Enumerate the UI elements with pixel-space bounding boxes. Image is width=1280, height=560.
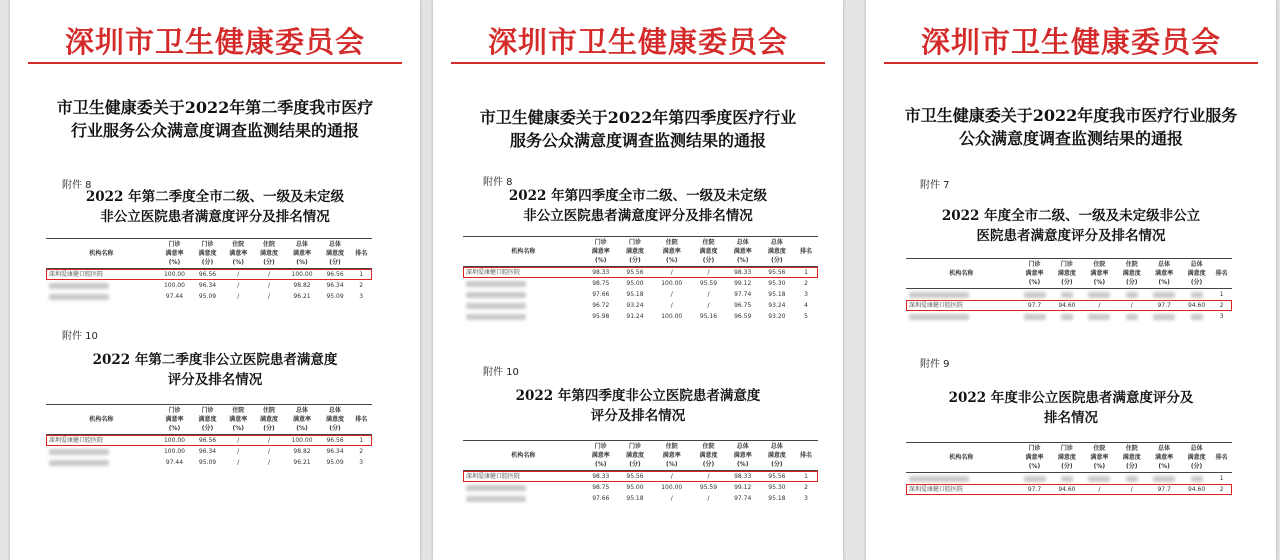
score-cell: / — [707, 302, 710, 309]
table-row — [46, 435, 372, 447]
col-header-metric: 住院 满意率 (%) — [229, 241, 248, 266]
attachment-label: 附件 9 — [920, 359, 950, 370]
col-header-rank: 排名 — [1215, 270, 1228, 277]
score-cell: 97.7 — [1027, 302, 1042, 309]
section-title: 2022 年第二季度非公立医院患者满意度 评分及排名情况 — [92, 352, 338, 388]
notice-title: 市卫生健康委关于2022年第二季度我市医疗 行业服务公众满意度调查监测结果的通报 — [56, 98, 374, 140]
col-header-metric: 住院 满意率 (%) — [229, 407, 248, 432]
rank-cell: 2 — [804, 484, 808, 491]
score-cell — [1017, 311, 1052, 322]
redacted-text — [1061, 476, 1073, 482]
ranking-table — [463, 236, 818, 322]
score-cell: 95.00 — [626, 484, 644, 491]
score-cell — [1052, 473, 1081, 485]
score-cell — [1182, 473, 1211, 485]
score-cell — [1052, 289, 1081, 301]
col-header-metric: 住院 满意度 (分) — [259, 241, 278, 266]
score-cell: 95.18 — [768, 495, 786, 502]
col-header-metric: 总体 满意率 (%) — [293, 241, 312, 266]
rank-cell: 1 — [1219, 291, 1224, 298]
redacted-text — [466, 485, 526, 491]
score-cell: 95.56 — [768, 473, 786, 480]
col-header-metric: 总体 满意度 (分) — [326, 241, 345, 266]
col-header-metric: 住院 满意度 (分) — [699, 443, 718, 468]
letterhead-title: 深圳市卫生健康委员会 — [64, 25, 365, 59]
score-cell: / — [267, 293, 270, 300]
score-cell: 95.16 — [699, 313, 718, 320]
score-cell: 100.00 — [291, 437, 313, 444]
notice-title: 市卫生健康委关于2022年第四季度医疗行业 服务公众满意度调查监测结果的通报 — [479, 108, 797, 150]
report-page-q2 — [10, 0, 420, 560]
score-cell — [1182, 311, 1211, 322]
table-row — [906, 484, 1232, 495]
score-cell: / — [237, 271, 240, 278]
score-cell: 98.33 — [592, 473, 610, 480]
score-cell: 95.09 — [198, 459, 217, 466]
score-cell: 100.00 — [661, 484, 683, 491]
score-cell: / — [670, 473, 673, 480]
org-name-cell — [46, 446, 157, 457]
col-header-metric: 住院 满意度 (分) — [699, 239, 718, 264]
score-cell: 95.09 — [326, 293, 344, 300]
score-cell: 96.34 — [198, 282, 217, 289]
score-cell — [1146, 289, 1181, 301]
score-cell: 95.59 — [699, 280, 718, 287]
col-header-metric: 门诊 满意度 (分) — [625, 239, 644, 264]
org-name-cell — [463, 289, 584, 300]
score-cell: 96.21 — [293, 459, 311, 466]
score-cell — [1146, 311, 1181, 322]
col-header-metric: 总体 满意率 (%) — [733, 443, 752, 468]
score-cell: / — [670, 495, 673, 502]
score-cell: 96.34 — [326, 282, 344, 289]
score-cell: 100.00 — [661, 280, 683, 287]
score-cell: 96.56 — [198, 437, 217, 444]
score-cell: / — [237, 437, 240, 444]
score-cell: 100.00 — [163, 282, 185, 289]
score-cell: 100.00 — [291, 271, 313, 278]
redacted-text — [466, 314, 526, 320]
letterhead-rule — [451, 62, 825, 64]
org-name-cell — [906, 311, 1017, 322]
section-title: 2022 年第四季度非公立医院患者满意度 评分及排名情况 — [515, 388, 761, 424]
col-header-metric: 总体 满意率 (%) — [293, 407, 312, 432]
score-cell: / — [670, 291, 673, 298]
score-cell: 95.00 — [626, 280, 644, 287]
org-name-cell: 深圳爱康健口腔医院 — [909, 302, 964, 309]
score-cell: / — [267, 448, 270, 455]
letterhead-rule — [884, 62, 1258, 64]
redacted-text — [1191, 314, 1203, 320]
table-row — [463, 482, 818, 493]
score-cell — [1017, 473, 1052, 485]
score-cell: / — [707, 495, 710, 502]
col-header-org: 机构名称 — [949, 454, 974, 461]
col-header-rank: 排名 — [355, 416, 368, 423]
table-row — [463, 289, 818, 300]
score-cell: / — [267, 459, 270, 466]
letterhead-title: 深圳市卫生健康委员会 — [920, 25, 1221, 59]
redacted-text — [1126, 314, 1138, 320]
score-cell: 95.59 — [699, 484, 718, 491]
score-cell: / — [267, 437, 270, 444]
score-cell: / — [1130, 302, 1133, 309]
rank-cell: 3 — [1219, 313, 1224, 320]
score-cell: 95.30 — [768, 280, 786, 287]
redacted-text — [909, 314, 969, 320]
col-header-metric: 门诊 满意率 (%) — [1025, 445, 1044, 470]
col-header-metric: 门诊 满意率 (%) — [165, 241, 184, 266]
redacted-text — [1088, 292, 1110, 298]
score-cell: 95.56 — [626, 269, 644, 276]
score-cell — [1117, 311, 1146, 322]
letterhead-title: 深圳市卫生健康委员会 — [487, 25, 788, 59]
score-cell: 96.34 — [198, 448, 217, 455]
col-header-metric: 门诊 满意率 (%) — [591, 443, 610, 468]
col-header-rank: 排名 — [799, 248, 812, 255]
score-cell: 98.75 — [592, 280, 610, 287]
redacted-text — [49, 449, 109, 455]
score-cell: 96.72 — [592, 302, 610, 309]
score-cell: 91.24 — [626, 313, 644, 320]
rank-cell: 1 — [804, 269, 808, 276]
col-header-metric: 门诊 满意率 (%) — [591, 239, 610, 264]
score-cell: 98.33 — [592, 269, 610, 276]
org-name-cell — [463, 482, 584, 493]
table-row — [463, 300, 818, 311]
rank-cell: 3 — [804, 291, 808, 298]
col-header-org: 机构名称 — [949, 270, 974, 277]
attachment-label: 附件 10 — [62, 331, 98, 342]
score-cell: / — [1130, 486, 1133, 493]
attachment-label: 附件 7 — [920, 180, 950, 191]
ranking-table — [906, 258, 1232, 322]
redacted-text — [49, 294, 109, 300]
col-header-metric: 总体 满意度 (分) — [767, 239, 786, 264]
rank-cell: 3 — [359, 459, 364, 466]
redacted-text — [1126, 476, 1138, 482]
score-cell: 96.56 — [198, 271, 217, 278]
rank-cell: 5 — [804, 313, 808, 320]
col-header-metric: 住院 满意度 (分) — [1122, 445, 1141, 470]
score-cell: 97.7 — [1157, 302, 1171, 309]
ranking-table — [906, 442, 1232, 495]
report-page-q4 — [433, 0, 843, 560]
score-cell: 95.18 — [626, 495, 644, 502]
score-cell: / — [1098, 302, 1101, 309]
org-name-cell — [463, 300, 584, 311]
table-row — [906, 473, 1232, 485]
attachment-label: 附件 8 — [483, 177, 513, 188]
score-cell: 93.20 — [768, 313, 786, 320]
redacted-text — [1024, 292, 1046, 298]
score-cell: / — [1098, 486, 1101, 493]
table-row — [463, 267, 818, 279]
col-header-metric: 住院 满意率 (%) — [662, 239, 681, 264]
score-cell: 95.18 — [626, 291, 644, 298]
rank-cell: 3 — [804, 495, 808, 502]
col-header-org: 机构名称 — [89, 416, 114, 423]
score-cell: / — [237, 293, 240, 300]
score-cell: 98.33 — [734, 473, 752, 480]
score-cell: 93.24 — [626, 302, 644, 309]
score-cell: 94.60 — [1187, 302, 1206, 309]
table-row — [906, 289, 1232, 301]
table-row — [463, 471, 818, 483]
score-cell: 95.09 — [198, 293, 217, 300]
score-cell: 99.12 — [734, 484, 752, 491]
redacted-text — [466, 281, 526, 287]
col-header-org: 机构名称 — [89, 250, 114, 257]
score-cell: 94.60 — [1058, 302, 1076, 309]
score-cell: / — [237, 282, 240, 289]
table-row — [46, 457, 372, 468]
org-name-cell — [906, 289, 1017, 301]
score-cell: 95.98 — [592, 313, 610, 320]
score-cell: / — [670, 269, 673, 276]
score-cell: 98.82 — [293, 448, 311, 455]
score-cell: 94.60 — [1187, 486, 1206, 493]
org-name-cell — [463, 493, 584, 504]
org-name-cell — [46, 280, 157, 291]
score-cell — [1117, 289, 1146, 301]
score-cell — [1017, 289, 1052, 301]
table-row — [46, 446, 372, 457]
org-name-cell: 深圳爱康健口腔医院 — [49, 437, 104, 444]
score-cell: 94.60 — [1058, 486, 1076, 493]
org-name-cell: 深圳爱康健口腔医院 — [909, 486, 964, 493]
score-cell — [1182, 289, 1211, 301]
rank-cell: 2 — [359, 448, 364, 455]
score-cell: 100.00 — [661, 313, 683, 320]
score-cell: / — [707, 291, 710, 298]
score-cell: 97.74 — [734, 495, 752, 502]
redacted-text — [1191, 292, 1203, 298]
score-cell: 98.82 — [293, 282, 311, 289]
col-header-org: 机构名称 — [511, 452, 536, 459]
org-name-cell — [463, 278, 584, 289]
score-cell: 100.00 — [163, 437, 185, 444]
redacted-text — [909, 476, 969, 482]
score-cell: 95.30 — [768, 484, 786, 491]
score-cell: 95.56 — [768, 269, 786, 276]
score-cell — [1117, 473, 1146, 485]
score-cell: 95.56 — [626, 473, 644, 480]
section-title: 2022 年度非公立医院患者满意度评分及 排名情况 — [948, 390, 1194, 426]
score-cell: 96.56 — [326, 271, 344, 278]
redacted-text — [49, 283, 109, 289]
score-cell: 93.24 — [768, 302, 786, 309]
redacted-text — [1061, 314, 1073, 320]
redacted-text — [1061, 292, 1073, 298]
col-header-metric: 总体 满意率 (%) — [733, 239, 752, 264]
attachment-label: 附件 8 — [62, 180, 92, 191]
redacted-text — [1153, 476, 1175, 482]
rank-cell: 2 — [1219, 486, 1224, 493]
redacted-text — [466, 303, 526, 309]
redacted-text — [1191, 476, 1203, 482]
score-cell: 98.75 — [592, 484, 610, 491]
score-cell: 96.59 — [734, 313, 752, 320]
rank-cell: 2 — [804, 280, 808, 287]
score-cell: / — [237, 448, 240, 455]
rank-cell: 3 — [359, 293, 364, 300]
col-header-metric: 总体 满意度 (分) — [326, 407, 345, 432]
rank-cell: 1 — [1219, 475, 1224, 482]
col-header-metric: 住院 满意率 (%) — [1090, 261, 1109, 286]
col-header-metric: 住院 满意度 (分) — [259, 407, 278, 432]
redacted-text — [1153, 314, 1175, 320]
table-row — [906, 311, 1232, 322]
redacted-text — [1024, 476, 1046, 482]
rank-cell: 1 — [359, 271, 364, 278]
rank-cell: 4 — [804, 302, 808, 309]
col-header-metric: 住院 满意度 (分) — [1122, 261, 1141, 286]
table-row — [46, 269, 372, 281]
col-header-metric: 门诊 满意度 (分) — [198, 407, 217, 432]
report-page-annual — [866, 0, 1276, 560]
score-cell: 97.7 — [1157, 486, 1171, 493]
score-cell: 95.18 — [768, 291, 786, 298]
score-cell: 95.09 — [326, 459, 344, 466]
score-cell: / — [707, 473, 710, 480]
table-row — [463, 493, 818, 504]
score-cell: 97.7 — [1027, 486, 1042, 493]
col-header-metric: 门诊 满意率 (%) — [165, 407, 184, 432]
score-cell: 96.75 — [734, 302, 752, 309]
col-header-metric: 总体 满意度 (分) — [1187, 445, 1206, 470]
score-cell: 97.66 — [592, 291, 610, 298]
score-cell: 99.12 — [734, 280, 752, 287]
score-cell: / — [267, 271, 270, 278]
score-cell: / — [237, 459, 240, 466]
col-header-rank: 排名 — [1215, 454, 1228, 461]
score-cell: 98.33 — [734, 269, 752, 276]
notice-title: 市卫生健康委关于2022年度我市医疗行业服务 公众满意度调查监测结果的通报 — [904, 106, 1238, 148]
org-name-cell: 深圳爱康健口腔医院 — [49, 271, 104, 278]
score-cell: 97.44 — [165, 293, 184, 300]
col-header-metric: 门诊 满意度 (分) — [625, 443, 644, 468]
col-header-metric: 门诊 满意度 (分) — [1057, 261, 1076, 286]
org-name-cell — [46, 457, 157, 468]
ranking-table — [46, 404, 372, 468]
col-header-metric: 总体 满意率 (%) — [1155, 261, 1174, 286]
score-cell — [1082, 473, 1117, 485]
redacted-text — [1153, 292, 1175, 298]
table-row — [46, 291, 372, 302]
ranking-table — [463, 440, 818, 504]
rank-cell: 2 — [1219, 302, 1224, 309]
score-cell: 97.66 — [592, 495, 610, 502]
section-title: 2022 年第二季度全市二级、一级及未定级 非公立医院患者满意度评分及排名情况 — [85, 189, 345, 225]
org-name-cell — [463, 311, 584, 322]
org-name-cell: 深圳爱康健口腔医院 — [466, 269, 521, 276]
score-cell — [1082, 289, 1117, 301]
col-header-metric: 住院 满意率 (%) — [1090, 445, 1109, 470]
col-header-metric: 门诊 满意率 (%) — [1025, 261, 1044, 286]
table-row — [463, 311, 818, 322]
section-title: 2022 年第四季度全市二级、一级及未定级 非公立医院患者满意度评分及排名情况 — [508, 188, 768, 224]
redacted-text — [1126, 292, 1138, 298]
col-header-metric: 住院 满意率 (%) — [662, 443, 681, 468]
org-name-cell — [46, 291, 157, 302]
score-cell: 100.00 — [163, 448, 185, 455]
score-cell: 100.00 — [163, 271, 185, 278]
redacted-text — [1088, 476, 1110, 482]
table-row — [46, 280, 372, 291]
col-header-metric: 总体 满意率 (%) — [1155, 445, 1174, 470]
col-header-metric: 门诊 满意度 (分) — [198, 241, 217, 266]
redacted-text — [909, 292, 969, 298]
score-cell: 96.34 — [326, 448, 344, 455]
rank-cell: 1 — [359, 437, 364, 444]
section-title: 2022 年度全市二级、一级及未定级非公立 医院患者满意度评分及排名情况 — [941, 208, 1201, 244]
col-header-metric: 门诊 满意度 (分) — [1057, 445, 1076, 470]
score-cell — [1082, 311, 1117, 322]
org-name-cell: 深圳爱康健口腔医院 — [466, 473, 521, 480]
redacted-text — [49, 460, 109, 466]
col-header-org: 机构名称 — [511, 248, 536, 255]
score-cell: 97.44 — [165, 459, 184, 466]
table-row — [463, 278, 818, 289]
score-cell: 96.21 — [293, 293, 311, 300]
ranking-table — [46, 238, 372, 302]
redacted-text — [1088, 314, 1110, 320]
letterhead-rule — [28, 62, 402, 64]
rank-cell: 1 — [804, 473, 808, 480]
col-header-rank: 排名 — [799, 452, 812, 459]
score-cell: 97.74 — [734, 291, 752, 298]
score-cell: 96.56 — [326, 437, 344, 444]
col-header-metric: 总体 满意度 (分) — [1187, 261, 1206, 286]
score-cell — [1146, 473, 1181, 485]
table-row — [906, 300, 1232, 311]
score-cell — [1052, 311, 1081, 322]
score-cell: / — [707, 269, 710, 276]
score-cell: / — [670, 302, 673, 309]
col-header-rank: 排名 — [355, 250, 368, 257]
attachment-label: 附件 10 — [483, 367, 519, 378]
redacted-text — [1024, 314, 1046, 320]
org-name-cell — [906, 473, 1017, 485]
redacted-text — [466, 496, 526, 502]
col-header-metric: 总体 满意度 (分) — [767, 443, 786, 468]
redacted-text — [466, 292, 526, 298]
rank-cell: 2 — [359, 282, 364, 289]
score-cell: / — [267, 282, 270, 289]
